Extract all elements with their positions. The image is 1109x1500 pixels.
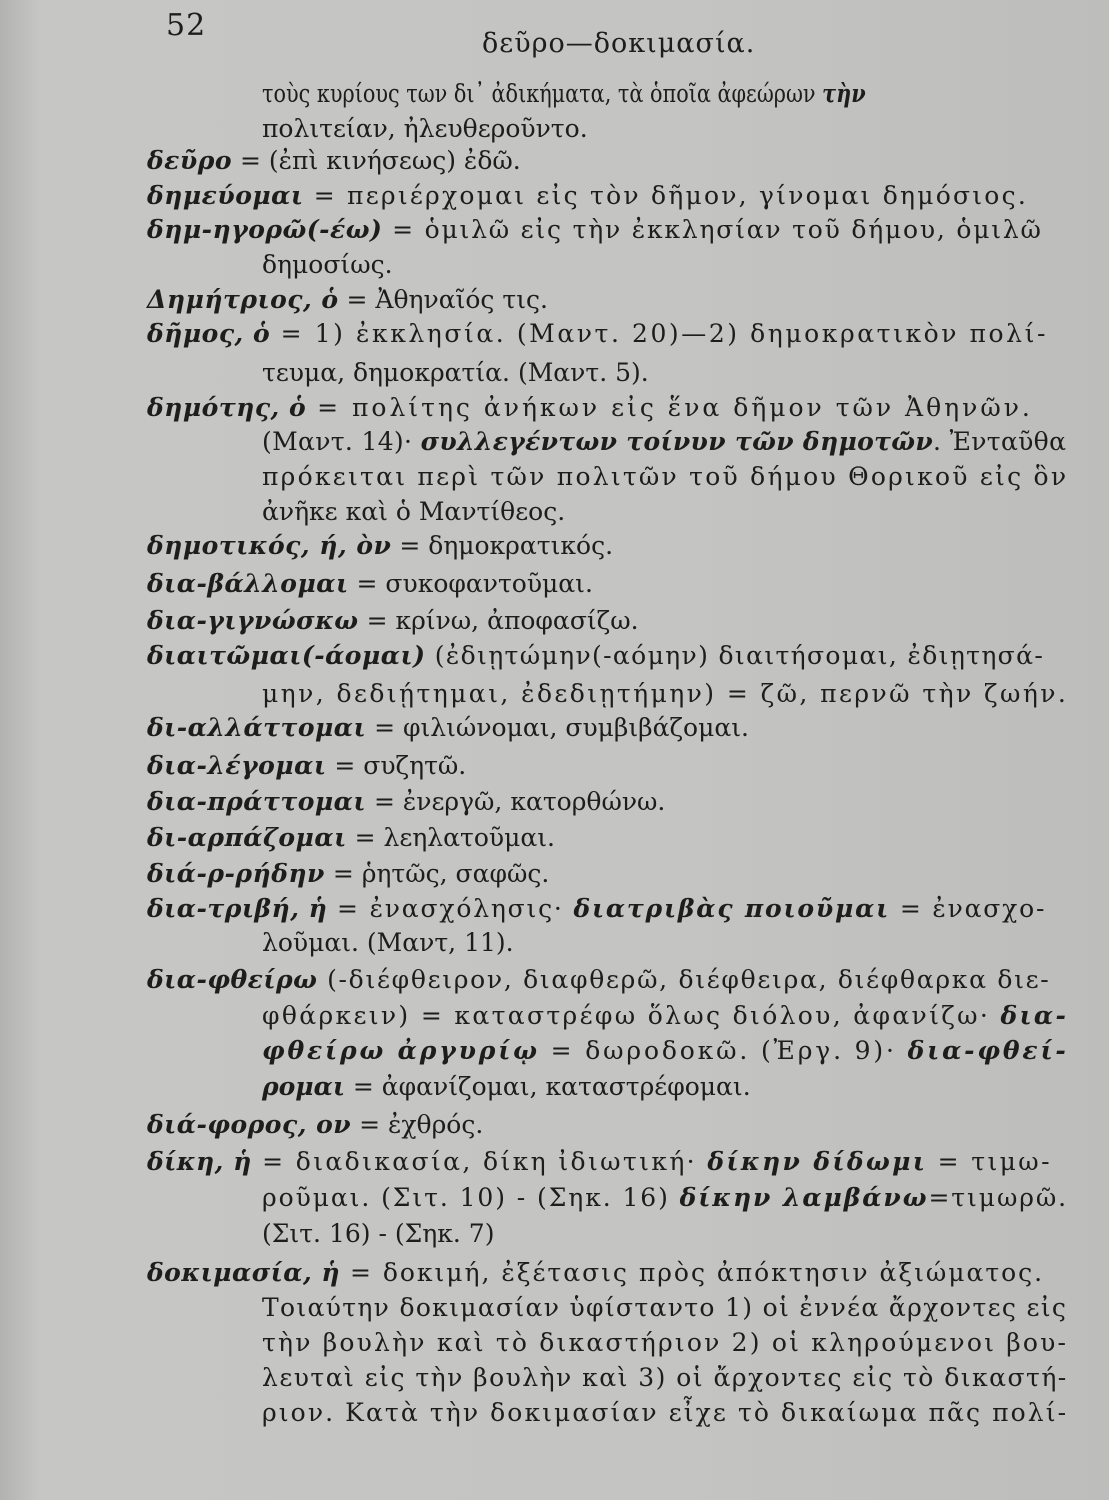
definition-text: πολιτείαν, ἠλευθεροῦντο. bbox=[262, 114, 588, 143]
dictionary-line bbox=[147, 893, 1046, 925]
dictionary-line bbox=[147, 180, 1028, 212]
emphasized-phrase: δια- bbox=[1000, 1001, 1069, 1030]
headword: δημεύομαι bbox=[147, 181, 304, 210]
dictionary-line bbox=[262, 1182, 1068, 1214]
definition-text: =τιμωρῶ. bbox=[928, 1183, 1069, 1212]
dictionary-line bbox=[262, 357, 649, 389]
dictionary-line bbox=[147, 712, 749, 744]
definition-text: = δωροδοκῶ. (Ἐργ. 9)· bbox=[539, 1036, 908, 1065]
dictionary-line bbox=[262, 1218, 494, 1250]
dictionary-line bbox=[262, 113, 588, 145]
definition-text: (ἐδιῃτώμην(-αόμην) διαιτήσομαι, ἐδιῃτησά- bbox=[425, 641, 1045, 670]
dictionary-line bbox=[262, 461, 1068, 493]
definition-text: = ἐνασχο- bbox=[890, 894, 1047, 923]
headword: δια-φθείρω bbox=[147, 965, 318, 994]
dictionary-line bbox=[147, 1109, 483, 1141]
definition-text: = ὁμιλῶ εἰς τὴν ἐκκλησίαν τοῦ δήμου, ὁμιλῶ bbox=[382, 215, 1043, 244]
definition-text: τευμα, δημοκρατία. (Μαντ. 5). bbox=[262, 358, 649, 387]
dictionary-line bbox=[147, 786, 665, 818]
headword: δημότης, ὁ bbox=[147, 393, 307, 422]
definition-text: = δοκιμή, ἐξέτασις πρὸς ἀπόκτησιν ἀξιώματος. bbox=[340, 1258, 1045, 1287]
headword: δημ-ηγορῶ(-έω) bbox=[147, 215, 383, 244]
definition-text: = συκοφαντοῦμαι. bbox=[348, 569, 593, 598]
page-number: 52 bbox=[166, 8, 207, 43]
definition-text: = τιμω- bbox=[927, 1147, 1052, 1176]
definition-text: = ἐνεργῶ, κατορθώνω. bbox=[366, 787, 666, 816]
headword: διά-ρ-ρήδην bbox=[147, 859, 325, 888]
dictionary-line bbox=[147, 318, 1048, 350]
headword: δια-γιγνώσκω bbox=[147, 606, 359, 635]
dictionary-line bbox=[262, 1035, 1069, 1067]
headword: δια-βάλλομαι bbox=[147, 569, 349, 598]
dictionary-line bbox=[147, 964, 1050, 996]
dictionary-line bbox=[262, 1362, 1068, 1394]
definition-text: = 1) ἐκκλησία. (Μαντ. 20)—2) δημοκρατικὸν πολί- bbox=[270, 319, 1048, 348]
definition-text: τοὺς κυρίους των δι᾽ ἀδικήματα, τὰ ὁποῖα ἀφεώρων bbox=[262, 79, 823, 108]
definition-text: = ῥητῶς, σαφῶς. bbox=[324, 859, 550, 888]
emphasized-phrase: δίκην λαμβάνω bbox=[679, 1183, 929, 1212]
definition-text: λευταὶ εἰς τὴν βουλὴν καὶ 3) οἱ ἄρχοντες εἰς τὸ δικαστή- bbox=[262, 1363, 1068, 1392]
dictionary-line bbox=[147, 822, 555, 854]
emphasized-phrase: τὴν bbox=[822, 79, 866, 108]
dictionary-line bbox=[147, 605, 639, 637]
dictionary-line bbox=[147, 568, 593, 600]
definition-text: = διαδικασία, δίκη ἰδιωτική· bbox=[251, 1147, 708, 1176]
emphasized-phrase: φθείρω ἀργυρίῳ bbox=[262, 1036, 540, 1065]
headword: δοκιμασία, ἡ bbox=[147, 1258, 341, 1287]
dictionary-line bbox=[262, 678, 1068, 710]
headword: δημοτικός, ή, ὸν bbox=[147, 531, 392, 560]
definition-text: (-διέφθειρον, διαφθερῶ, διέφθειρα, διέφθαρκα διε- bbox=[317, 965, 1051, 994]
definition-text: = (ἐπὶ κινήσεως) ἐδῶ. bbox=[232, 146, 521, 175]
dictionary-line bbox=[147, 750, 466, 782]
definition-text: = κρίνω, ἀποφασίζω. bbox=[358, 606, 639, 635]
definition-text: . Ἐνταῦθα bbox=[933, 427, 1067, 456]
dictionary-line bbox=[262, 1327, 1068, 1359]
definition-text: μην, δεδιῄτημαι, ἐδεδιῃτήμην) = ζῶ, περνῶ τὴν ζωήν. bbox=[262, 679, 1069, 708]
definition-text: φθάρκειν) = καταστρέφω ὅλως διόλου, ἀφανίζω· bbox=[262, 1001, 1001, 1030]
dictionary-line bbox=[262, 1071, 751, 1103]
definition-text: λοῦμαι. (Μαντ, 11). bbox=[262, 928, 514, 957]
dictionary-line bbox=[262, 927, 514, 959]
definition-text: = πολίτης ἀνήκων εἰς ἕνα δῆμον τῶν Ἀθηνῶν. bbox=[306, 393, 1033, 422]
headword: δι-αρπάζομαι bbox=[147, 823, 347, 852]
definition-text: ροῦμαι. (Σιτ. 10) - (Σηκ. 16) bbox=[262, 1183, 680, 1212]
definition-text: = ἐνασχόλησις· bbox=[327, 894, 574, 923]
emphasized-phrase: δια-φθεί- bbox=[907, 1036, 1069, 1065]
headword: δῆμος, ὁ bbox=[147, 319, 271, 348]
definition-text: = Ἀθηναῖός τις. bbox=[338, 285, 548, 314]
running-head: δεῦρο—δοκιμασία. bbox=[482, 28, 756, 59]
emphasized-phrase: συλλεγέντων τοίνυν τῶν δημοτῶν bbox=[420, 427, 934, 456]
definition-text: = περιέρχομαι εἰς τὸν δῆμον, γίνομαι δημόσιος. bbox=[303, 181, 1028, 210]
definition-text: = λεηλατοῦμαι. bbox=[346, 823, 555, 852]
dictionary-line bbox=[262, 426, 1066, 458]
dictionary-line bbox=[147, 214, 1043, 246]
definition-text: = φιλιώνομαι, συμβιβάζομαι. bbox=[366, 713, 749, 742]
dictionary-line bbox=[262, 249, 393, 281]
dictionary-line bbox=[147, 1146, 1052, 1178]
emphasized-phrase: ρομαι bbox=[262, 1072, 345, 1101]
dictionary-line bbox=[262, 78, 866, 110]
dictionary-line bbox=[262, 1292, 1067, 1324]
definition-text: Τοιαύτην δοκιμασίαν ὑφίσταντο 1) οἱ ἐννέα ἄρχοντες εἰς bbox=[262, 1293, 1068, 1322]
definition-text: (Σιτ. 16) - (Σηκ. 7) bbox=[262, 1219, 495, 1248]
headword: δια-λέγομαι bbox=[147, 751, 327, 780]
dictionary-line bbox=[147, 530, 613, 562]
headword: δια-πράττομαι bbox=[147, 787, 366, 816]
definition-text: = ἐχθρός. bbox=[351, 1110, 484, 1139]
dictionary-line bbox=[147, 1257, 1044, 1289]
dictionary-line bbox=[262, 496, 565, 528]
definition-text: = ἀφανίζομαι, καταστρέφομαι. bbox=[344, 1072, 751, 1101]
headword: δια-τριβή, ἡ bbox=[147, 894, 328, 923]
dictionary-line bbox=[147, 392, 1033, 424]
headword: Δημήτριος, ὁ bbox=[147, 285, 339, 314]
definition-text: τὴν βουλὴν καὶ τὸ δικαστήριον 2) οἱ κληρούμενοι βου- bbox=[262, 1328, 1069, 1357]
headword: διαιτῶμαι(-άομαι) bbox=[147, 641, 426, 670]
headword: δι-αλλάττομαι bbox=[147, 713, 367, 742]
emphasized-phrase: διατριβὰς ποιοῦμαι bbox=[573, 894, 891, 923]
headword: δεῦρο bbox=[147, 146, 233, 175]
dictionary-line bbox=[147, 858, 549, 890]
dictionary-line bbox=[147, 284, 548, 316]
dictionary-line bbox=[262, 1000, 1068, 1032]
definition-text: ριον. Κατὰ τὴν δοκιμασίαν εἶχε τὸ δικαίωμα πᾶς πολί- bbox=[262, 1398, 1069, 1427]
definition-text: = συζητῶ. bbox=[326, 751, 467, 780]
definition-text: δημοσίως. bbox=[262, 250, 393, 279]
definition-text: πρόκειται περὶ τῶν πολιτῶν τοῦ δήμου Θορικοῦ εἰς ὃν bbox=[262, 462, 1069, 491]
definition-text: (Μαντ. 14)· bbox=[262, 427, 421, 456]
definition-text: ἀνῆκε καὶ ὁ Μαντίθεος. bbox=[262, 497, 566, 526]
headword: δίκη, ἡ bbox=[147, 1147, 252, 1176]
dictionary-line bbox=[262, 1397, 1068, 1429]
headword: διά-φορος, ον bbox=[147, 1110, 352, 1139]
dictionary-line bbox=[147, 145, 521, 177]
definition-text: = δημοκρατικός. bbox=[391, 531, 614, 560]
dictionary-line bbox=[147, 640, 1044, 672]
emphasized-phrase: δίκην δίδωμι bbox=[707, 1147, 928, 1176]
